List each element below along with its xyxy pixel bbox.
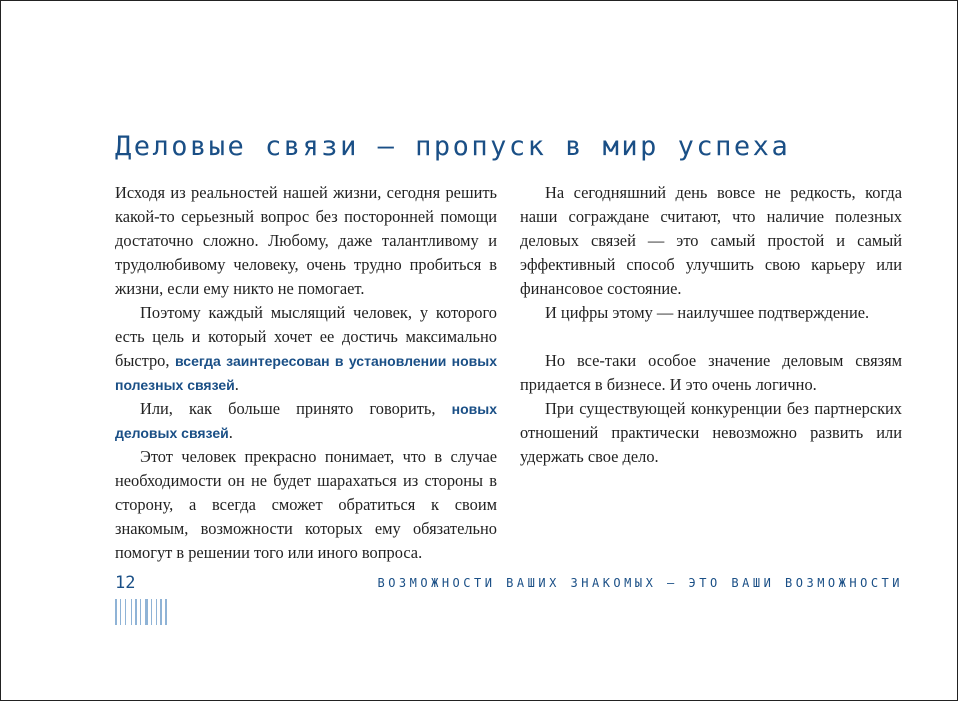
barcode-bar — [151, 599, 152, 625]
paragraph — [115, 301, 497, 397]
barcode-icon — [115, 599, 181, 625]
paragraph: Этот человек прекрасно понимает, что в случае необходимости он не будет шарахаться из стороны в сторону, а всегда сможет обратиться к своим знакомым, возможности которых ему обязательно помогут в решении того или иного вопроса. — [115, 447, 497, 562]
barcode-bar — [135, 599, 137, 625]
paragraph-text: . — [234, 375, 239, 394]
left-column — [115, 181, 497, 565]
paragraph — [115, 397, 497, 445]
paragraph-text: . — [228, 423, 233, 442]
barcode-bar — [120, 599, 121, 625]
barcode-bar — [125, 599, 126, 625]
chapter-title: Деловые связи — пропуск в мир успеха — [115, 131, 791, 162]
paragraph-text: Поэтому каждый мыслящий человек, у которого есть цель и который хочет ее достичь максимально быстро, — [115, 303, 497, 370]
paragraph: Исходя из реальностей нашей жизни, сегодня решить какой-то серьезный вопрос без посторонней помощи достаточно сложно. Любому, даже талантливому и трудолюбивому человеку, очень трудно пробиться в жизни, если ему никто не помогает. — [115, 183, 497, 298]
barcode-bar — [131, 599, 132, 625]
running-title: ВОЗМОЖНОСТИ ВАШИХ ЗНАКОМЫХ — ЭТО ВАШИ ВОЗМОЖНОСТИ — [377, 576, 903, 590]
barcode-bar — [165, 599, 167, 625]
barcode-bar — [156, 599, 157, 625]
paragraph: И цифры этому — наилучшее подтверждение. — [545, 303, 870, 322]
barcode-bar — [160, 599, 162, 625]
paragraph: При существующей конкуренции без партнерских отношений практически невозможно развить или удержать свое дело. — [520, 399, 902, 466]
page-number: 12 — [115, 573, 136, 593]
barcode-bar — [140, 599, 141, 625]
highlight-text: всегда заинтересован в установлении новых полезных связей — [115, 353, 498, 393]
highlight-text: новых деловых связей — [115, 401, 497, 441]
paragraph: На сегодняшний день вовсе не редкость, когда наши сограждане считают, что наличие полезных деловых связей — это самый простой и самый эффективный способ улучшить свою карьеру или финансовое состояние. — [520, 183, 902, 298]
paragraph: Но все-таки особое значение деловым связям придается в бизнесе. И это очень логично. — [520, 351, 902, 394]
right-column — [520, 181, 902, 469]
paragraph-text: Или, как больше принято говорить, — [140, 399, 452, 418]
barcode-bar — [145, 599, 148, 625]
barcode-bar — [115, 599, 117, 625]
